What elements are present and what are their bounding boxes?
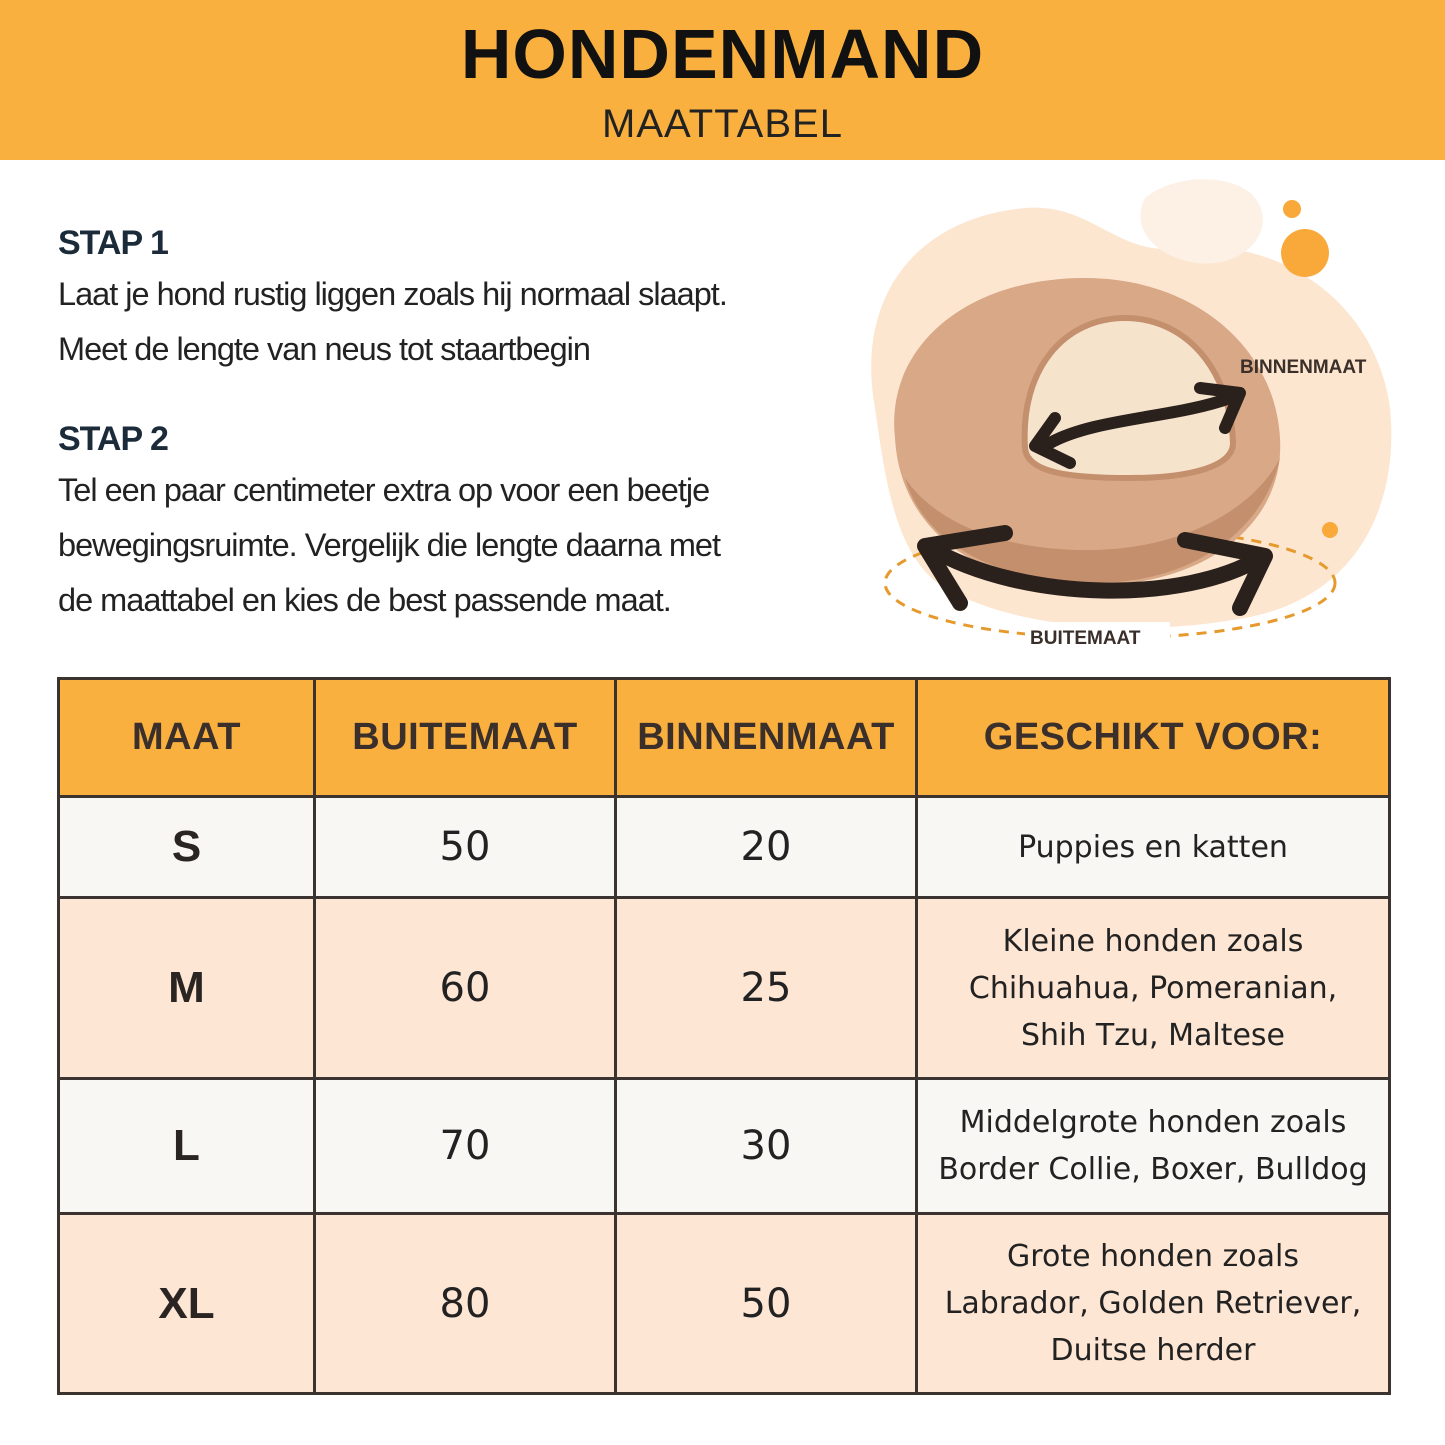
- fit-line: Middelgrote honden zoals: [959, 1105, 1347, 1140]
- page-title: HONDENMAND: [460, 15, 985, 93]
- step-1: [58, 224, 838, 377]
- outer-cell: 70: [315, 1079, 616, 1214]
- outer-cell: 60: [315, 898, 616, 1079]
- fit-cell: [917, 797, 1390, 898]
- column-header-outer: BUITEMAAT: [315, 679, 616, 797]
- step-2-line: Tel een paar centimeter extra op voor een beetje: [58, 472, 710, 508]
- size-cell: M: [59, 898, 315, 1079]
- outer-size-label: BUITEMAAT: [1030, 628, 1141, 649]
- table-row: [59, 1079, 1390, 1214]
- fit-line: Duitse herder: [1050, 1333, 1256, 1368]
- inner-cell: 20: [616, 797, 917, 898]
- step-1-line: Laat je hond rustig liggen zoals hij normaal slaapt.: [58, 276, 727, 312]
- step-2-line: bewegingsruimte. Vergelijk die lengte daarna met: [58, 527, 721, 563]
- fit-cell: [917, 1214, 1390, 1394]
- outer-cell: 50: [315, 797, 616, 898]
- size-cell: L: [59, 1079, 315, 1214]
- accent-dot: [1322, 522, 1338, 538]
- inner-cell: 25: [616, 898, 917, 1079]
- inner-size-label: BINNENMAAT: [1240, 357, 1367, 378]
- fit-line: Labrador, Golden Retriever,: [944, 1286, 1362, 1321]
- fit-line: Puppies en katten: [1018, 829, 1288, 865]
- column-header-size: MAAT: [59, 679, 315, 797]
- size-cell: XL: [59, 1214, 315, 1394]
- step-2-title: STAP 2: [58, 420, 168, 458]
- fit-cell: [917, 1079, 1390, 1214]
- table-row: [59, 1214, 1390, 1394]
- table-header-row: [59, 679, 1390, 797]
- size-cell: S: [59, 797, 315, 898]
- page-subtitle: MAATTABEL: [602, 102, 843, 146]
- step-1-title: STAP 1: [58, 224, 168, 262]
- fit-cell: [917, 898, 1390, 1079]
- inner-cell: 50: [616, 1214, 917, 1394]
- fit-line: Kleine honden zoals: [1002, 923, 1304, 959]
- size-table: [57, 677, 1391, 1395]
- fit-line: Shih Tzu, Maltese: [1020, 1017, 1285, 1053]
- table-row: [59, 898, 1390, 1079]
- step-2-line: de maattabel en kies de best passende maat.: [58, 582, 671, 618]
- table-row: [59, 797, 1390, 898]
- header-banner: [0, 0, 1445, 160]
- step-1-line: Meet de lengte van neus tot staartbegin: [58, 331, 590, 367]
- outer-cell: 80: [315, 1214, 616, 1394]
- accent-dot: [1281, 229, 1329, 277]
- fit-line: Border Collie, Boxer, Bulldog: [938, 1152, 1368, 1187]
- fit-line: Chihuahua, Pomeranian,: [968, 970, 1338, 1006]
- step-2-text: [58, 463, 838, 628]
- inner-cell: 30: [616, 1079, 917, 1214]
- dog-bed-illustration: [855, 178, 1395, 653]
- fit-line: Grote honden zoals: [1007, 1239, 1299, 1274]
- step-1-text: [58, 267, 838, 377]
- column-header-inner: BINNENMAAT: [616, 679, 917, 797]
- accent-dot: [1283, 200, 1301, 218]
- step-2: [58, 420, 838, 628]
- column-header-fit: GESCHIKT VOOR:: [917, 679, 1390, 797]
